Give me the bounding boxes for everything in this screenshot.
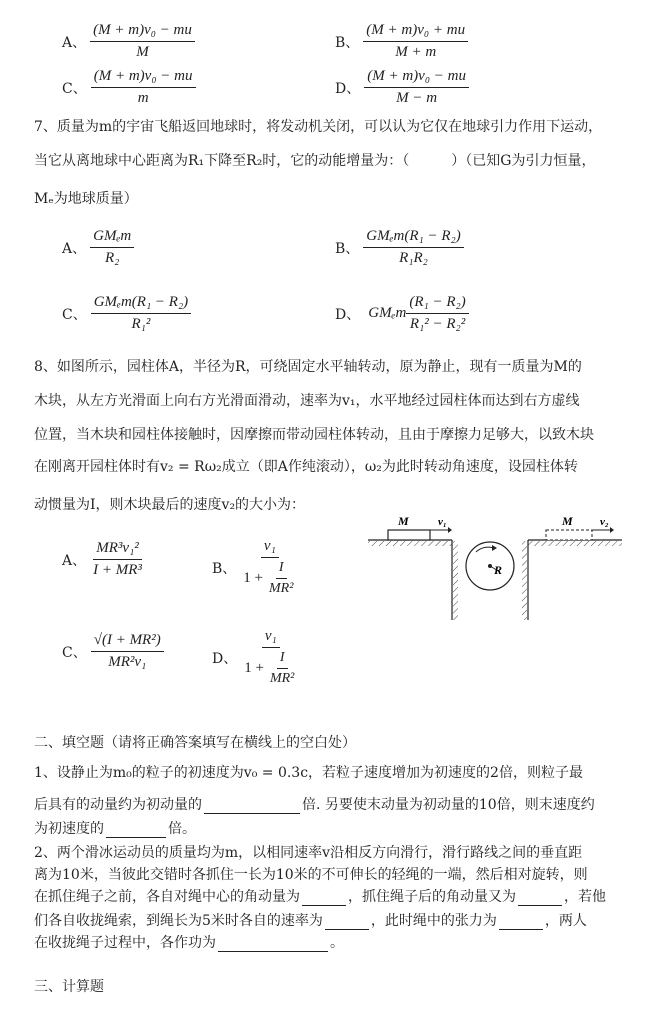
denominator: R₁² − R₂² <box>409 316 466 333</box>
q8-line-1: 8、如图所示，园柱体A，半径为R，可绕固定水平轴转动，原为静止，现有一质量为M的 <box>34 359 582 375</box>
text-segment: ，此时绳中的张力为 <box>370 913 497 929</box>
numerator: (R₁ − R₂) <box>406 294 468 314</box>
numerator: MR³v₁² <box>93 540 142 560</box>
fraction <box>240 538 299 597</box>
q8-option-d <box>212 628 300 687</box>
text-segment: 。 <box>330 935 344 951</box>
numerator: (M + m)v₀ + mu <box>363 22 468 42</box>
fill-q2-line-1: 2、两个滑冰运动员的质量均为m，以相同速率v沿相反方向滑行，滑行路线之间的垂直距 <box>34 845 583 861</box>
q8-line-4: 在刚离开园柱体时有v₂ = Rω₂成立（即A作纯滚动），ω₂为此时转动角速度，设园柱体转 <box>34 459 578 475</box>
fraction <box>91 294 191 334</box>
inner-denominator: MR² <box>269 581 294 597</box>
answer-blank-7[interactable] <box>218 937 328 952</box>
numerator: v₁ <box>261 538 279 558</box>
cylinder-block-figure <box>360 508 630 626</box>
numerator: GMₑm(R₁ − R₂) <box>363 228 463 248</box>
option-label: D、 <box>335 80 361 97</box>
fraction <box>406 294 468 334</box>
arrow-head-icon <box>610 527 614 533</box>
inner-fraction <box>266 560 296 597</box>
numerator: √(I + MR²) <box>91 632 164 652</box>
fraction <box>90 22 195 62</box>
option-label: D、 <box>212 650 238 667</box>
answer-blank-4[interactable] <box>518 891 562 906</box>
numerator: (M + m)v₀ − mu <box>364 68 469 88</box>
inner-numerator: I <box>277 650 288 669</box>
fraction <box>91 68 196 108</box>
answer-blank-6[interactable] <box>499 915 543 930</box>
fill-q2-line-2: 离为10米，当彼此交错时各抓住一长为10米的不可伸长的轻绳的一端，然后相对旋转，则 <box>34 867 588 883</box>
option-label: C、 <box>62 644 87 661</box>
section-2-title: 二、填空题（请将正确答案填写在横线上的空白处） <box>34 735 356 751</box>
numerator: GMₑm(R₁ − R₂) <box>91 294 191 314</box>
answer-blank-3[interactable] <box>302 891 346 906</box>
text-segment: 在收拢绳子过程中，各作功为 <box>34 935 216 951</box>
text-segment: ，抓住绳子后的角动量又为 <box>348 889 516 905</box>
numerator: GMₑm <box>90 228 134 248</box>
denominator: I + MR³ <box>93 562 142 579</box>
option-label: B、 <box>212 560 237 577</box>
prefix: GMₑm <box>368 305 407 322</box>
denominator-prefix: 1 + <box>243 570 264 587</box>
right-wall-hatch <box>522 541 527 620</box>
text-segment: 倍。 <box>168 821 196 837</box>
q6-option-b <box>335 22 468 62</box>
q8-line-2: 木块，从左方光滑面上向右方光滑面滑动，速率为v₁，水平地经过园柱体而达到右方虚线 <box>34 393 580 409</box>
block-left-mass-label: M <box>398 514 409 528</box>
option-label: C、 <box>62 80 87 97</box>
denominator: R₂ <box>104 250 120 267</box>
denominator: M + m <box>395 44 437 61</box>
fill-q2-line-4 <box>34 910 587 930</box>
numerator: (M + m)v₀ − mu <box>90 22 195 42</box>
denominator: R₁² <box>131 316 151 333</box>
inner-denominator: MR² <box>269 671 295 687</box>
option-label: A、 <box>62 34 87 51</box>
denominator: MR²v₁ <box>108 654 147 671</box>
denominator: R₁R₂ <box>399 250 428 267</box>
q8-line-3: 位置，当木块和园柱体接触时，因摩擦而带动园柱体转动，且由于摩擦力足够大，以致木块 <box>34 427 594 443</box>
fill-q2-line-3 <box>34 886 606 906</box>
denominator <box>241 648 300 687</box>
numerator: (M + m)v₀ − mu <box>91 68 196 88</box>
answer-blank-5[interactable] <box>325 915 369 930</box>
fraction <box>91 632 164 672</box>
numerator: v₁ <box>262 628 280 648</box>
fraction <box>90 540 145 580</box>
fill-q1-line-2 <box>34 794 595 814</box>
right-surface-hatch <box>528 541 622 546</box>
q6-option-d <box>335 68 469 108</box>
q6-option-a <box>62 22 195 62</box>
block-right-dashed <box>546 530 592 540</box>
radius-label: R <box>494 563 503 577</box>
q7-option-b <box>335 228 464 268</box>
text-segment: 为初速度的 <box>34 821 104 837</box>
denominator: M <box>136 44 149 61</box>
velocity-left-label: v₁ <box>438 516 447 528</box>
q8-option-b <box>212 538 299 597</box>
fill-q1-line-3 <box>34 818 196 838</box>
option-label: D、 <box>335 306 361 323</box>
answer-blank-1[interactable] <box>204 799 300 814</box>
section-3-title: 三、计算题 <box>34 979 104 995</box>
block-left <box>388 530 430 540</box>
option-label: A、 <box>62 552 87 569</box>
velocity-right-label: v₂ <box>600 516 609 528</box>
fraction <box>364 68 469 108</box>
text-segment: 在抓住绳子之前，各自对绳中心的角动量为 <box>34 889 300 905</box>
block-right-mass-label: M <box>562 514 573 528</box>
answer-blank-2[interactable] <box>106 823 166 838</box>
q7-line-1: 7、质量为m的宇宙飞船返回地球时，将发动机关闭，可以认为它仅在地球引力作用下运动， <box>34 119 603 135</box>
fraction <box>241 628 300 687</box>
q7-option-c <box>62 294 191 334</box>
text-segment: 后具有的动量约为初动量的 <box>34 797 202 813</box>
option-label: B、 <box>335 240 360 257</box>
q6-option-c <box>62 68 196 108</box>
left-surface-hatch <box>368 541 452 546</box>
fraction <box>90 228 134 268</box>
text-segment: ，两人 <box>544 913 587 929</box>
q7-line-3: Mₑ为地球质量） <box>34 191 138 207</box>
option-label: A、 <box>62 240 87 257</box>
option-label: B、 <box>335 34 360 51</box>
inner-fraction <box>267 650 297 687</box>
denominator: M − m <box>396 90 438 107</box>
text-segment: 们各自收拢绳索，到绳长为5米时各自的速率为 <box>34 913 323 929</box>
text-segment: 倍. 另要使末动量为初动量的10倍，则末速度约 <box>302 797 595 813</box>
fraction <box>363 22 468 62</box>
denominator <box>240 558 299 597</box>
q8-line-5: 动惯量为I，则木块最后的速度v₂的大小为： <box>34 497 306 513</box>
inner-numerator: I <box>276 560 287 579</box>
q8-option-c <box>62 632 164 672</box>
option-label: C、 <box>62 306 87 323</box>
fill-q1-line-1: 1、设静止为m₀的粒子的初速度为v₀ = 0.3c，若粒子速度增加为初速度的2倍，则粒子最 <box>34 765 583 781</box>
q7-option-a <box>62 228 134 268</box>
denominator: m <box>137 90 149 107</box>
arrow-head-icon <box>448 527 452 533</box>
text-segment: ，若他 <box>564 889 606 905</box>
q8-option-a <box>62 540 145 580</box>
denominator-prefix: 1 + <box>244 660 264 677</box>
fill-q2-line-5 <box>34 932 344 952</box>
q7-line-2: 当它从离地球中心距离为R₁下降至R₂时，它的动能增量为：（ ）（已知G为引力恒量， <box>34 153 596 169</box>
left-wall-hatch <box>453 541 458 620</box>
fraction <box>363 228 463 268</box>
q7-option-d <box>335 294 469 334</box>
